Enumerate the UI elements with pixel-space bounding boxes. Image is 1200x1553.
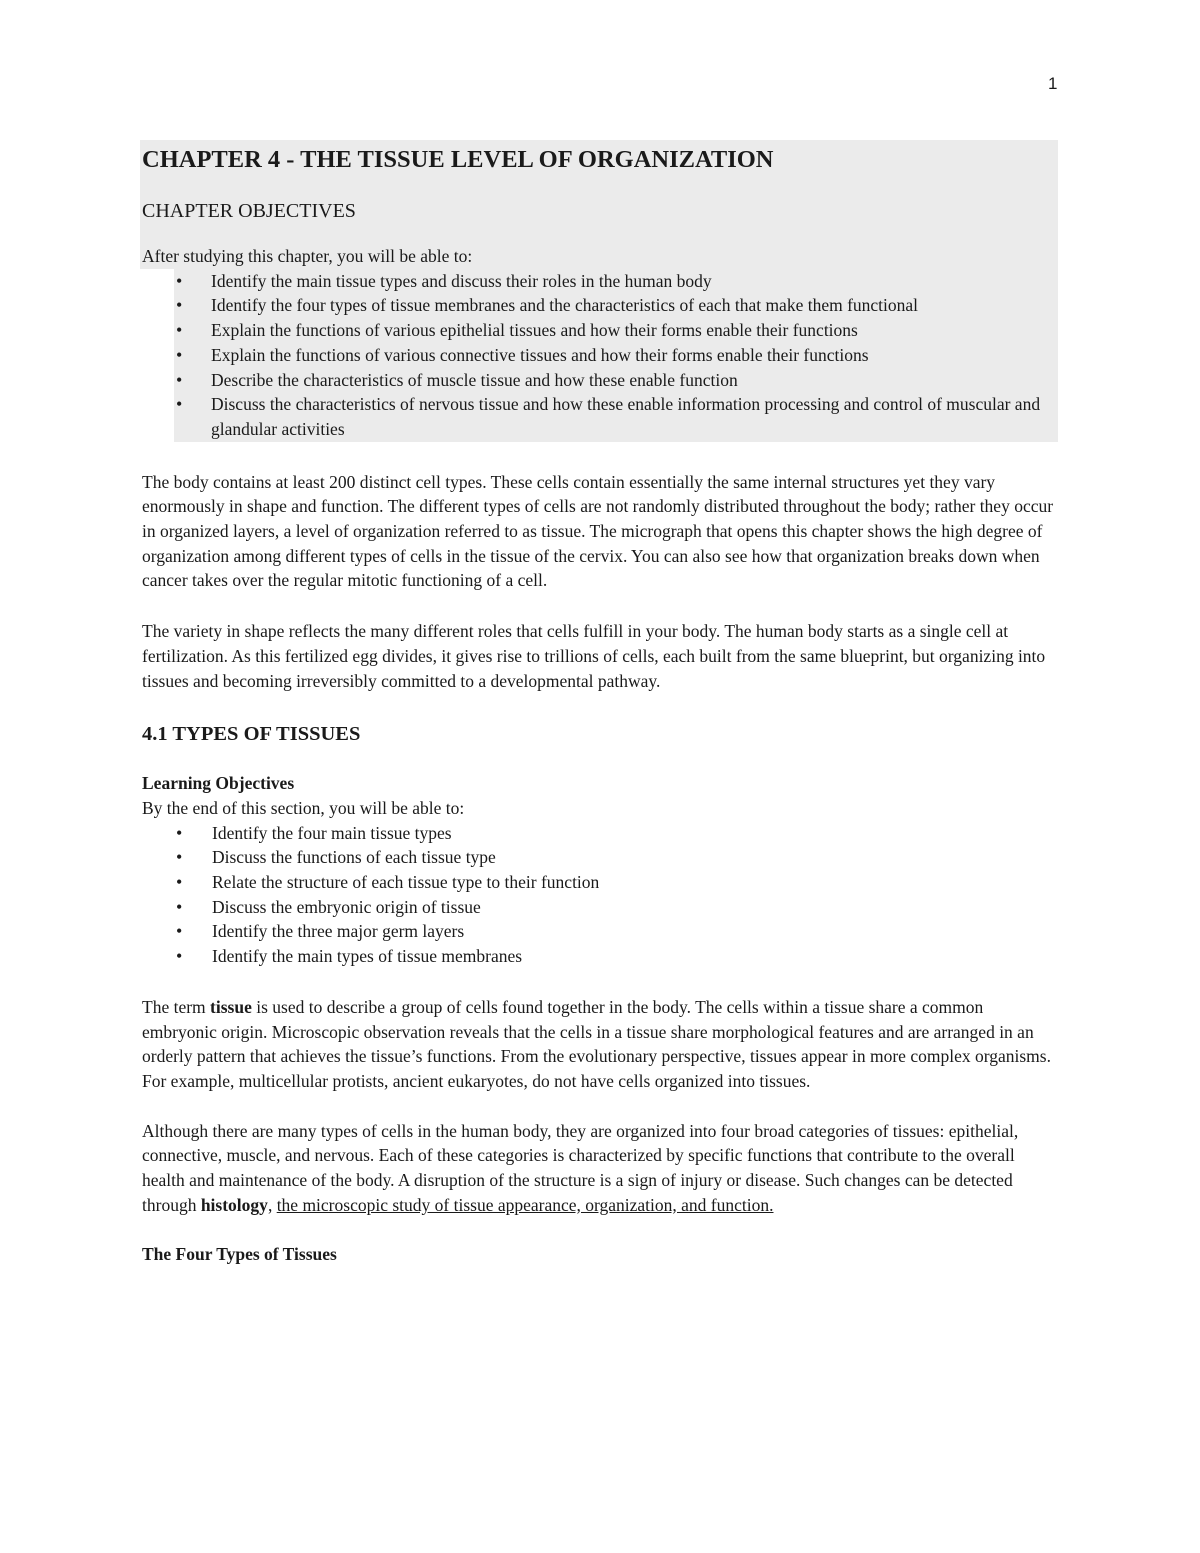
- list-item: • Discuss the functions of each tissue type: [174, 845, 1058, 870]
- learning-objectives-heading: Learning Objectives: [142, 773, 295, 794]
- list-item: • Identify the main types of tissue membranes: [174, 944, 1058, 969]
- chapter-title: CHAPTER 4 - THE TISSUE LEVEL OF ORGANIZATION: [142, 146, 774, 173]
- list-item: • Identify the three major germ layers: [174, 919, 1058, 944]
- text-run: The term: [142, 996, 211, 1017]
- list-item: • Identify the four types of tissue membranes and the characteristics of each that make them functional: [174, 293, 1058, 318]
- list-item: • Explain the functions of various connective tissues and how their forms enable their functions: [174, 343, 1058, 368]
- list-item: • Identify the four main tissue types: [174, 821, 1058, 846]
- subsection-heading: The Four Types of Tissues: [142, 1243, 337, 1264]
- list-item: • Describe the characteristics of muscle tissue and how these enable function: [174, 368, 1058, 393]
- body-paragraph-2: The variety in shape reflects the many different roles that cells fulfill in your body. The human body starts as a single cell at fertilization. As this fertilized egg divides, it gives rise to trillions of cells, each built from the same blueprint, but organizing into tissues and becoming irreversibly committed to a developmental pathway.: [142, 621, 1046, 691]
- body-paragraph-4: [142, 1094, 1058, 1218]
- objectives-heading: CHAPTER OBJECTIVES: [142, 200, 356, 222]
- list-item: • Discuss the embryonic origin of tissue: [174, 895, 1058, 920]
- bold-term-histology: histology: [200, 1194, 268, 1215]
- list-item: • Discuss the characteristics of nervous tissue and how these enable information processing and control of muscular and glandular activities: [174, 392, 1058, 441]
- objectives-intro: After studying this chapter, you will be able to:: [142, 246, 473, 266]
- list-item: • Identify the main tissue types and discuss their roles in the human body: [174, 269, 1058, 294]
- body-paragraph-1: The body contains at least 200 distinct cell types. These cells contain essentially the same internal structures yet they vary enormously in shape and function. The different types of cells are not randomly distributed throughout the body; rather they occur in organized layers, a level of organization referred to as tissue. The micrograph that opens this chapter shows the high degree of organization among different types of cells in the tissue of the cervix. You can also see how that organization breaks down when cancer takes over the regular mitotic functioning of a cell.: [142, 471, 1054, 591]
- document-body: [142, 140, 1058, 1266]
- bold-term-tissue: tissue: [210, 996, 252, 1017]
- page-number: 1: [1048, 74, 1058, 93]
- objectives-box: [142, 140, 1058, 442]
- text-run: is used to describe a group of cells found together in the body. The cells within a tissue share a common embryonic origin. Microscopic observation reveals that the cells in a tissue share morphological features and are arranged in an orderly pattern that achieves the tissue’s functions. From the evolutionary perspective, tissues appear in more complex organisms. For example, multicellular protists, ancient eukaryotes, do not have cells organized into tissues.: [142, 996, 1051, 1091]
- learning-objectives-intro: By the end of this section, you will be able to:: [142, 797, 465, 818]
- objectives-box-header: [140, 140, 1058, 269]
- chapter-objectives-list: [174, 269, 1058, 442]
- learning-objectives-list: [174, 821, 1058, 969]
- text-run: Although there are many types of cells in the human body, they are organized into four broad categories of tissues: epithelial, connective, muscle, and nervous. Each of these categories is characterized by specific functions that contribute to the overall health and maintenance of the body. A disruption of the structure is a sign of injury or disease. Such changes can be detected through: [142, 1120, 1019, 1215]
- text-run: ,: [267, 1194, 277, 1215]
- body-paragraph-3: [142, 969, 1058, 1094]
- list-item: • Explain the functions of various epithelial tissues and how their forms enable their functions: [174, 318, 1058, 343]
- histology-definition: the microscopic study of tissue appearance, organization, and function.: [276, 1194, 774, 1215]
- list-item: • Relate the structure of each tissue type to their function: [174, 870, 1058, 895]
- section-heading: 4.1 TYPES OF TISSUES: [142, 723, 361, 746]
